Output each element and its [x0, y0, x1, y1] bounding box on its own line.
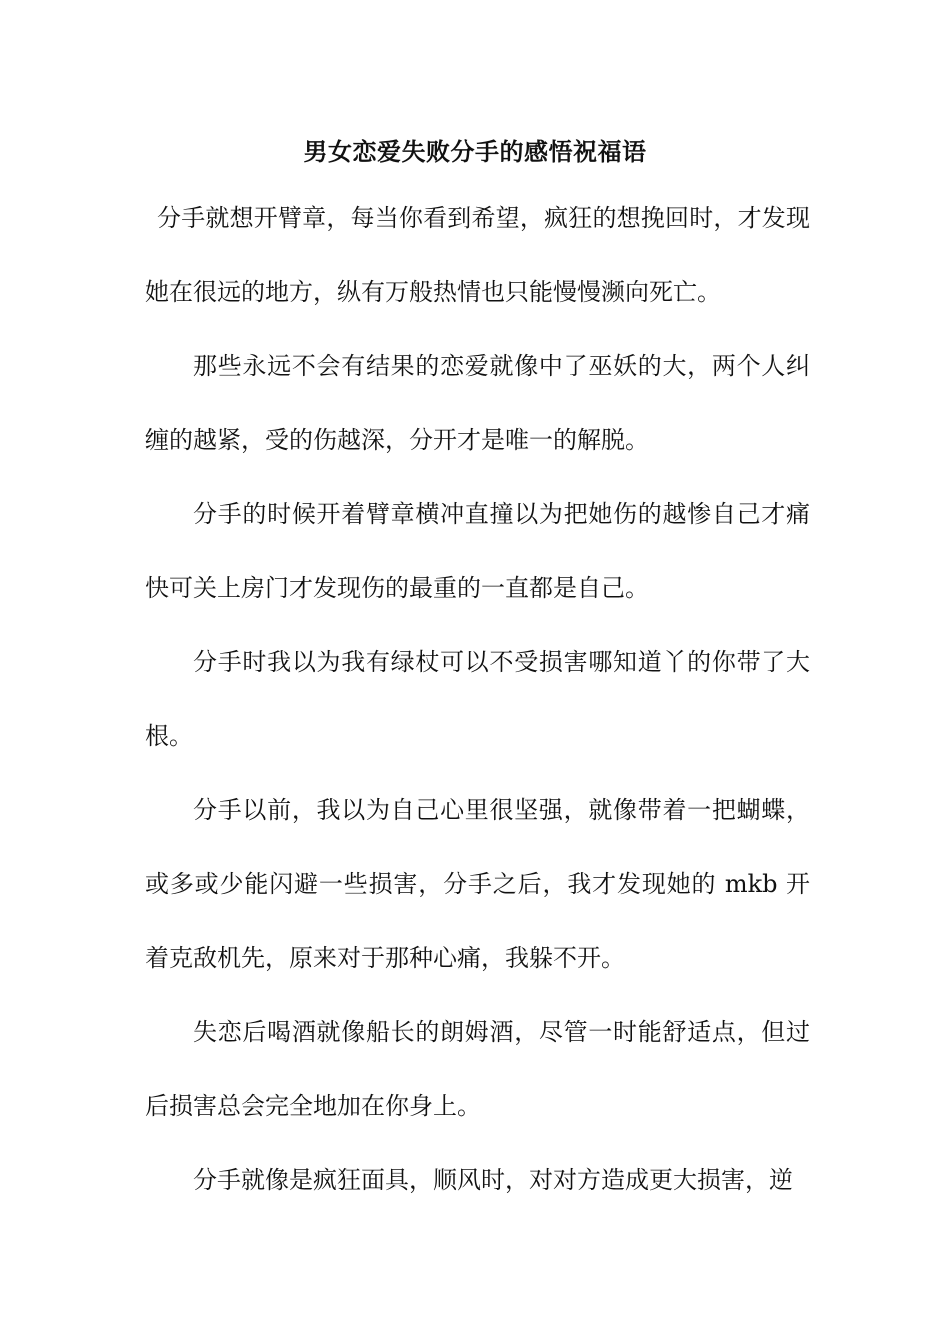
paragraph: 分手以前，我以为自己心里很坚强，就像带着一把蝴蝶，或多或少能闪避一些损害，分手之后，我才发现她的 mkb 开着克敌机先，原来对于那种心痛，我躲不开。: [145, 796, 810, 972]
document-title: 男女恋爱失败分手的感悟祝福语: [303, 137, 647, 166]
paragraph: 失恋后喝酒就像船长的朗姆酒，尽管一时能舒适点，但过后损害总会完全地加在你身上。: [145, 1018, 810, 1120]
paragraph: 那些永远不会有结果的恋爱就像中了巫妖的大，两个人纠缠的越紧，受的伤越深，分开才是唯一的解脱。: [145, 352, 810, 454]
paragraph: 分手的时候开着臂章横冲直撞以为把她伤的越惨自己才痛快可关上房门才发现伤的最重的一直都是自己。: [145, 500, 810, 602]
paragraph: 分手时我以为我有绿杖可以不受损害哪知道丫的你带了大根。: [145, 648, 810, 750]
paragraph: 分手就想开臂章，每当你看到希望，疯狂的想挽回时，才发现她在很远的地方，纵有万般热情也只能慢慢濒向死亡。: [145, 204, 810, 306]
document-body: [145, 181, 810, 1217]
paragraph: 分手就像是疯狂面具，顺风时，对对方造成更大损害，逆: [193, 1166, 793, 1194]
